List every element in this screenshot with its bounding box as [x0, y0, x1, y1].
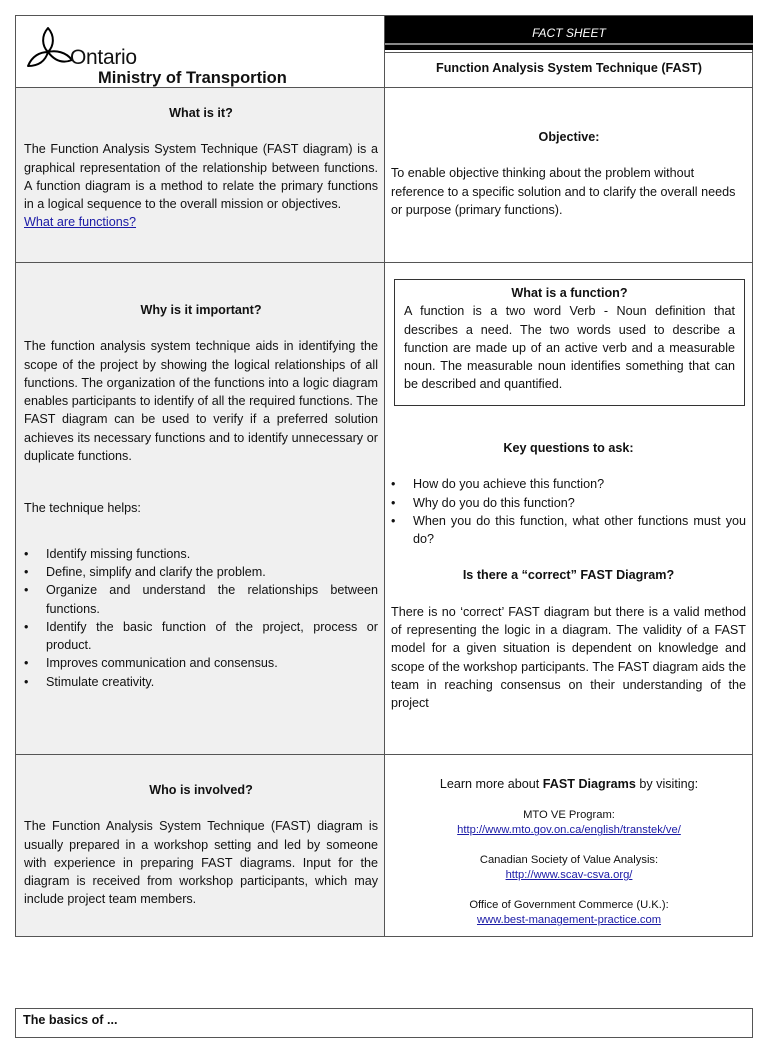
- what-is-function-box: [394, 279, 745, 406]
- correct-diagram-heading: Is there a “correct” FAST Diagram?: [462, 568, 675, 583]
- basics-box: [15, 1008, 753, 1038]
- ministry-name: Ministry of Transportion: [98, 69, 287, 87]
- learn-more-bold: FAST Diagrams: [542, 777, 636, 791]
- list-item: • Define, simplify and clarify the problem.: [24, 563, 378, 581]
- list-item: • Identify the basic function of the project, process or product.: [24, 618, 378, 655]
- learn-more-cell: [385, 755, 753, 936]
- fact-sheet-rule: [385, 43, 753, 45]
- technique-helps-list: [24, 545, 378, 691]
- learn-more-intro: [391, 775, 747, 793]
- resource-name: MTO VE Program:: [523, 809, 615, 822]
- correct-diagram-body: There is no ‘correct’ FAST diagram but there is a valid method of representing the logic in a diagram. The validity of a FAST model for a given situation is dependent on knowledge and scope of the workshop participants. The FAST diagram aids the team in reaching consensus on their understanding of the project: [391, 604, 746, 711]
- resource-name: Office of Government Commerce (U.K.):: [469, 899, 669, 912]
- function-details-cell: [385, 263, 753, 754]
- scav-csva-link[interactable]: http://www.scav-csva.org/: [505, 869, 633, 882]
- what-is-it-cell: [16, 88, 384, 262]
- document-title: Function Analysis System Technique (FAST): [436, 61, 702, 75]
- key-questions-section: [391, 439, 746, 713]
- basics-label: The basics of ...: [23, 1013, 118, 1027]
- list-item: • When you do this function, what other functions must you do?: [391, 512, 746, 549]
- list-item: • Stimulate creativity.: [24, 673, 378, 691]
- objective-heading: Objective:: [538, 130, 600, 144]
- who-involved-heading: Who is involved?: [149, 783, 253, 797]
- ontario-trillium-logo-icon: [26, 24, 74, 70]
- what-is-it-body: The Function Analysis System Technique (FAST diagram) is a graphical representation of the relationship between functions. A function diagram is a method to relate the primary functions in a logical sequence to the overall mission or objectives.: [24, 142, 378, 212]
- org-name: Ontario: [70, 46, 137, 69]
- fact-sheet-bar: FACT SHEET: [385, 16, 753, 50]
- list-item: • How do you achieve this function?: [391, 475, 746, 493]
- what-is-function-body: A function is a two word Verb - Noun definition that describes a need. The two words used to describe a function are made up of an active verb and a measurable noun. The measurable noun identifies something that can be described and quantified.: [404, 304, 735, 392]
- learn-more-suffix: by visiting:: [635, 777, 699, 791]
- who-involved-cell: [16, 755, 384, 936]
- what-is-function-heading: What is a function?: [511, 286, 628, 300]
- fact-sheet-table: [15, 15, 753, 937]
- why-important-body: The function analysis system technique aids in identifying the scope of the project by showing the logical relationships of all functions. The organization of the functions into a logic diagram enables participants to identify of all the required functions. The FAST diagram can be used to verify if a preferred solution achieves its necessary functions and to identify unnecessary or duplicate functions.: [24, 339, 378, 464]
- header-divider: [385, 52, 752, 53]
- why-important-cell: [16, 263, 384, 754]
- objective-body: To enable objective thinking about the problem without reference to a specific solution and to clarify the overall needs or purpose (primary functions).: [391, 166, 736, 217]
- who-involved-body: The Function Analysis System Technique (FAST) diagram is usually prepared in a workshop setting and led by someone with experience in preparing FAST diagrams. Input for the diagram is received from workshop participants, which may include project team members.: [24, 819, 378, 907]
- learn-more-prefix: Learn more about: [439, 777, 543, 791]
- why-important-heading: Why is it important?: [140, 303, 262, 317]
- resource-name: Canadian Society of Value Analysis:: [479, 854, 659, 867]
- key-questions-list: [391, 475, 746, 548]
- best-management-link[interactable]: www.best-management-practice.com: [476, 914, 662, 927]
- what-are-functions-link[interactable]: What are functions?: [24, 215, 137, 230]
- list-item: • Organize and understand the relationships between functions.: [24, 581, 378, 618]
- list-item: • Improves communication and consensus.: [24, 654, 378, 672]
- key-questions-heading: Key questions to ask:: [503, 441, 634, 455]
- technique-helps-intro: The technique helps:: [24, 501, 141, 516]
- list-item: • Identify missing functions.: [24, 545, 378, 563]
- what-is-it-heading: What is it?: [169, 106, 233, 120]
- resource-links: [391, 808, 747, 928]
- objective-cell: [385, 88, 753, 262]
- list-item: • Why do you do this function?: [391, 494, 746, 512]
- mto-ve-link[interactable]: http://www.mto.gov.on.ca/english/transtek/ve/: [457, 824, 681, 837]
